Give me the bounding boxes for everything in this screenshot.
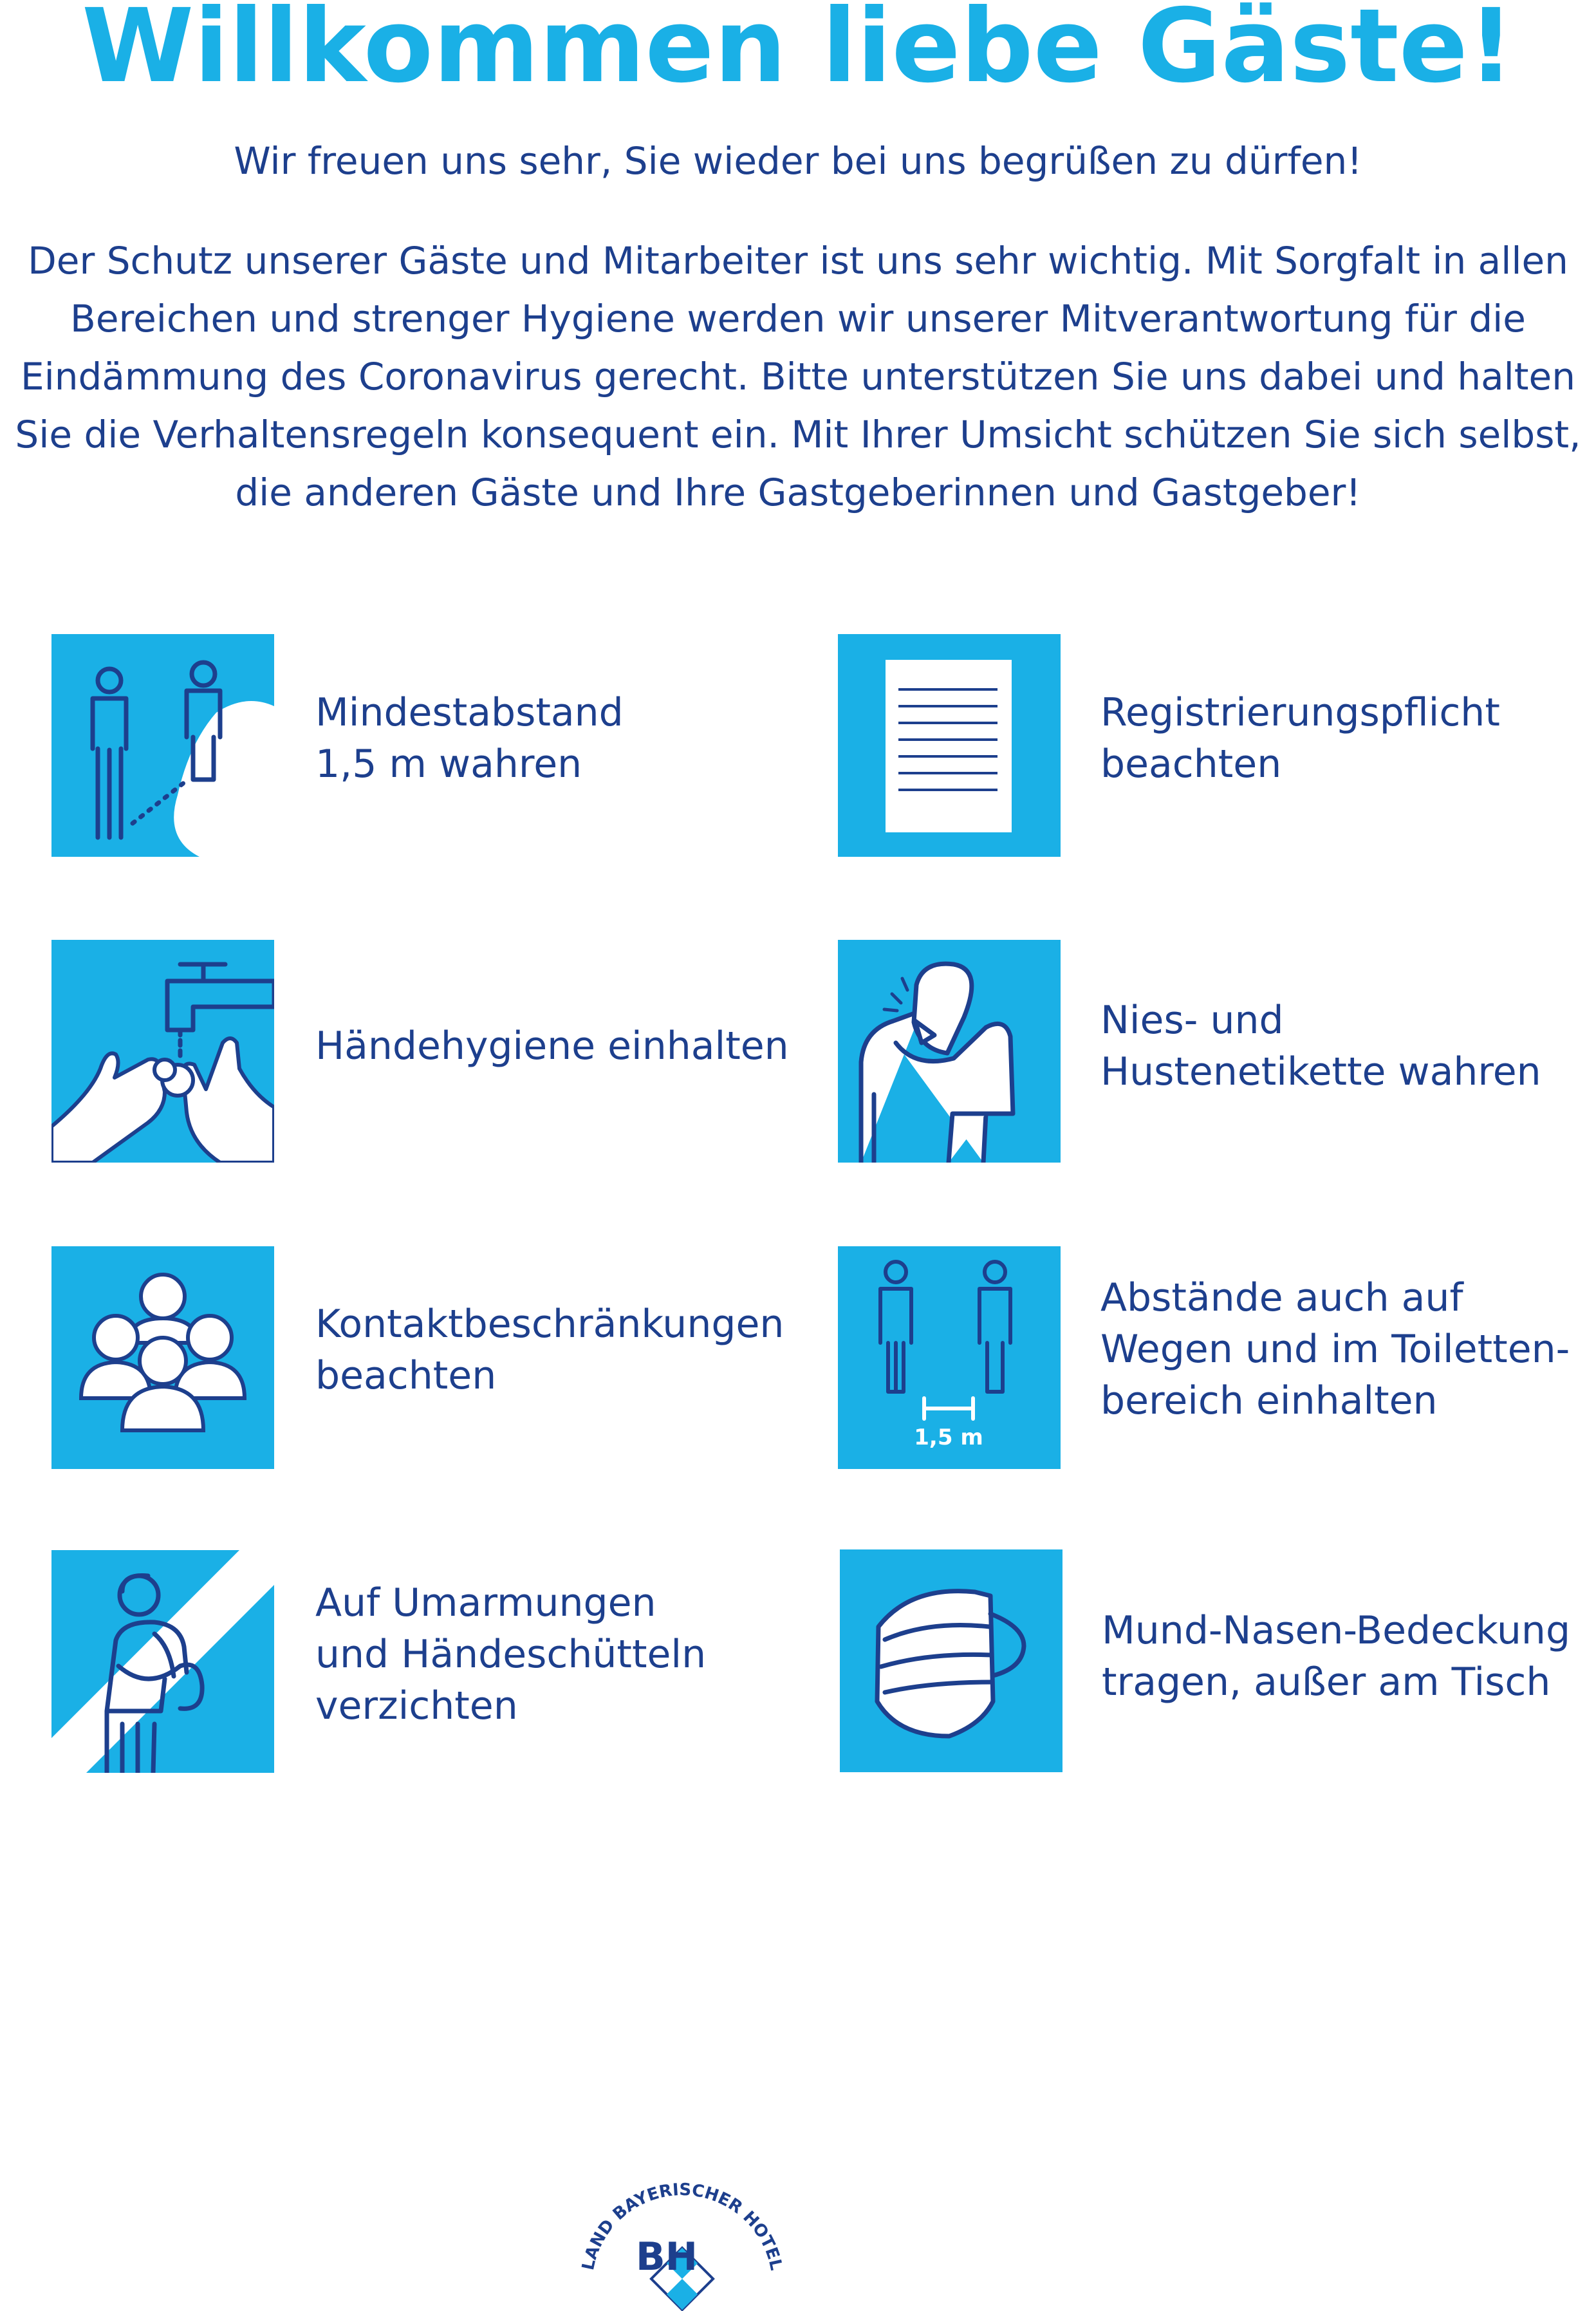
svg-text:LAND BAYERISCHER HOTEL: LAND BAYERISCHER HOTEL [579, 2180, 786, 2272]
intro-line: Der Schutz unserer Gäste und Mitarbeiter ist uns sehr wichtig. Mit Sorgfalt in allen [28, 239, 1568, 283]
intro-line: Sie die Verhaltensregeln konsequent ein. Mit Ihrer Umsicht schützen Sie sich selbst, [15, 413, 1581, 456]
no-hugging-icon [51, 1550, 274, 1773]
rule-label-mask: Mund-Nasen-Bedeckung tragen, außer am Tisch [1102, 1608, 1571, 1705]
greeting-text: Wir freuen uns sehr, Sie wieder bei uns begrüßen zu dürfen! [234, 139, 1362, 183]
intro-line: die anderen Gäste und Ihre Gastgeberinnen und Gastgeber! [235, 471, 1361, 514]
intro-line: Eindämmung des Coronavirus gerecht. Bitte unterstützen Sie uns dabei und halten [21, 355, 1575, 398]
intro-line: Bereichen und strenger Hygiene werden wir unserer Mitverantwortung für die [70, 297, 1526, 341]
rule-label-contact: Kontaktbeschränkungen beachten [315, 1302, 784, 1398]
distance-caption: 1,5 m [914, 1425, 983, 1450]
rule-label-hugging: Auf Umarmungen und Händeschütteln verzichten [315, 1580, 707, 1728]
registration-icon [838, 634, 1061, 857]
rule-label-sneeze: Nies- und Hustenetikette wahren [1100, 998, 1541, 1094]
hotel-association-logo [566, 2144, 798, 2311]
rule-label-handwashing: Händehygiene einhalten [315, 1024, 789, 1069]
intro-paragraph [13, 232, 1583, 521]
rule-label-distance: Mindestabstand 1,5 m wahren [315, 690, 624, 787]
group-icon [51, 1246, 274, 1469]
rule-label-walkway: Abstände auch auf Wegen und im Toiletten- bereich einhalten [1100, 1275, 1570, 1423]
walkway-distance-icon [838, 1246, 1061, 1469]
handwashing-icon [51, 940, 274, 1163]
svg-text:BH: BH [636, 2234, 698, 2279]
distance-icon [51, 634, 274, 857]
page-title: Willkommen liebe Gäste! [82, 0, 1514, 106]
rule-label-registration: Registrierungspflicht beachten [1100, 690, 1500, 787]
mask-icon [840, 1549, 1062, 1772]
sneeze-icon [838, 940, 1061, 1163]
